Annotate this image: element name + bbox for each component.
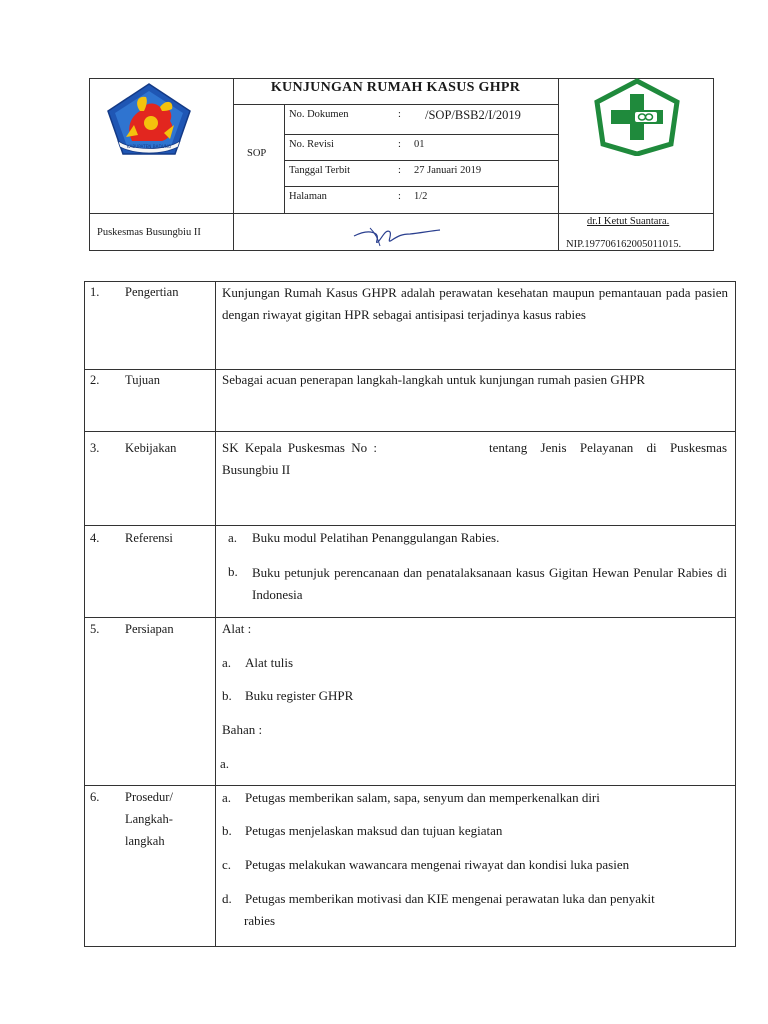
alat-label: Alat : — [222, 621, 252, 636]
row-number: 6. — [90, 790, 100, 804]
row-label-line: langkah — [125, 834, 165, 848]
bahan-label: Bahan : — [222, 722, 263, 737]
header-divider — [558, 78, 559, 251]
list-marker: a. — [220, 756, 230, 771]
list-marker: a. — [222, 790, 232, 805]
row-text-pengertian: Kunjungan Rumah Kasus GHPR adalah perawatan kesehatan maupun pemantauan pada pasien dengan riwayat gigitan HPR sebagai antisipasi terjadinya kasus rabies — [222, 285, 728, 322]
row-label-line: Langkah- — [125, 812, 173, 826]
row-number: 1. — [90, 285, 100, 299]
row-divider — [84, 431, 736, 432]
row-divider — [84, 525, 736, 526]
row-label-line: Prosedur/ — [125, 790, 173, 804]
list-item: Buku modul Pelatihan Penanggulangan Rabies. — [252, 530, 500, 545]
list-item: Alat tulis — [245, 655, 294, 670]
row-label: Persiapan — [125, 622, 174, 636]
list-marker: d. — [222, 891, 232, 906]
column-divider — [215, 281, 216, 947]
list-marker: c. — [222, 857, 232, 872]
row-text-kebijakan-b: tentang Jenis Pelayanan di Puskesmas — [489, 440, 727, 455]
header-divider — [284, 160, 558, 161]
field-sep: : — [398, 109, 401, 120]
row-label: Referensi — [125, 531, 173, 545]
list-item: Petugas memberikan salam, sapa, senyum dan memperkenalkan diri — [245, 790, 600, 805]
list-marker: a. — [228, 530, 238, 545]
row-number: 4. — [90, 531, 100, 545]
list-marker: b. — [228, 564, 238, 579]
row-divider — [84, 785, 736, 786]
list-item: Petugas memberikan motivasi dan KIE mengenai perawatan luka dan penyakit — [245, 891, 655, 906]
head-name: dr.I Ketut Suantara. — [587, 216, 670, 227]
field-label: No. Dokumen — [289, 109, 349, 120]
field-sep: : — [398, 165, 401, 176]
list-marker: b. — [222, 823, 232, 838]
field-label: Halaman — [289, 191, 327, 202]
row-text-tujuan: Sebagai acuan penerapan langkah-langkah untuk kunjungan rumah pasien GHPR — [222, 372, 646, 387]
header-divider — [233, 104, 558, 105]
list-item: Petugas melakukan wawancara mengenai riwayat dan kondisi luka pasien — [245, 857, 630, 872]
header-divider — [284, 104, 285, 213]
list-marker: a. — [222, 655, 232, 670]
field-sep: : — [398, 191, 401, 202]
svg-text:KABUPATEN BADUNG: KABUPATEN BADUNG — [126, 144, 172, 149]
row-text-kebijakan-c: Busungbiu II — [222, 462, 291, 477]
field-sep: : — [398, 139, 401, 150]
row-label: Kebijakan — [125, 441, 177, 455]
row-divider — [84, 369, 736, 370]
list-item: Petugas menjelaskan maksud dan tujuan kegiatan — [245, 823, 503, 838]
row-text-kebijakan-a: SK Kepala Puskesmas No : — [222, 440, 377, 455]
head-nip: NIP.197706162005011015. — [566, 239, 682, 250]
field-value-doc-number: /SOP/BSB2/I/2019 — [425, 108, 521, 122]
list-item: Buku petunjuk perencanaan dan penatalaksanaan kasus Gigitan Hewan Penular Rabies di Indonesia — [252, 565, 727, 602]
field-value-issue-date: 27 Januari 2019 — [414, 165, 482, 176]
signature — [350, 222, 445, 248]
row-number: 2. — [90, 373, 100, 387]
row-label: Pengertian — [125, 285, 179, 299]
field-label: Tanggal Terbit — [289, 165, 351, 176]
list-item-continuation: rabies — [244, 913, 276, 928]
org-name: Puskesmas Busungbiu II — [97, 227, 201, 238]
field-value-page: 1/2 — [414, 191, 428, 202]
puskesmas-logo — [591, 78, 683, 156]
badung-emblem-logo — [104, 81, 194, 157]
field-value-revision: 01 — [414, 139, 425, 150]
header-divider — [284, 134, 558, 135]
document-title: KUNJUNGAN RUMAH KASUS GHPR — [270, 80, 521, 95]
list-item: Buku register GHPR — [245, 688, 354, 703]
sop-label: SOP — [247, 148, 267, 159]
field-label: No. Revisi — [289, 139, 334, 150]
row-number: 3. — [90, 441, 100, 455]
row-number: 5. — [90, 622, 100, 636]
row-divider — [84, 617, 736, 618]
list-marker: b. — [222, 688, 232, 703]
header-divider — [89, 213, 714, 214]
header-divider — [284, 186, 558, 187]
row-label: Tujuan — [125, 373, 160, 387]
